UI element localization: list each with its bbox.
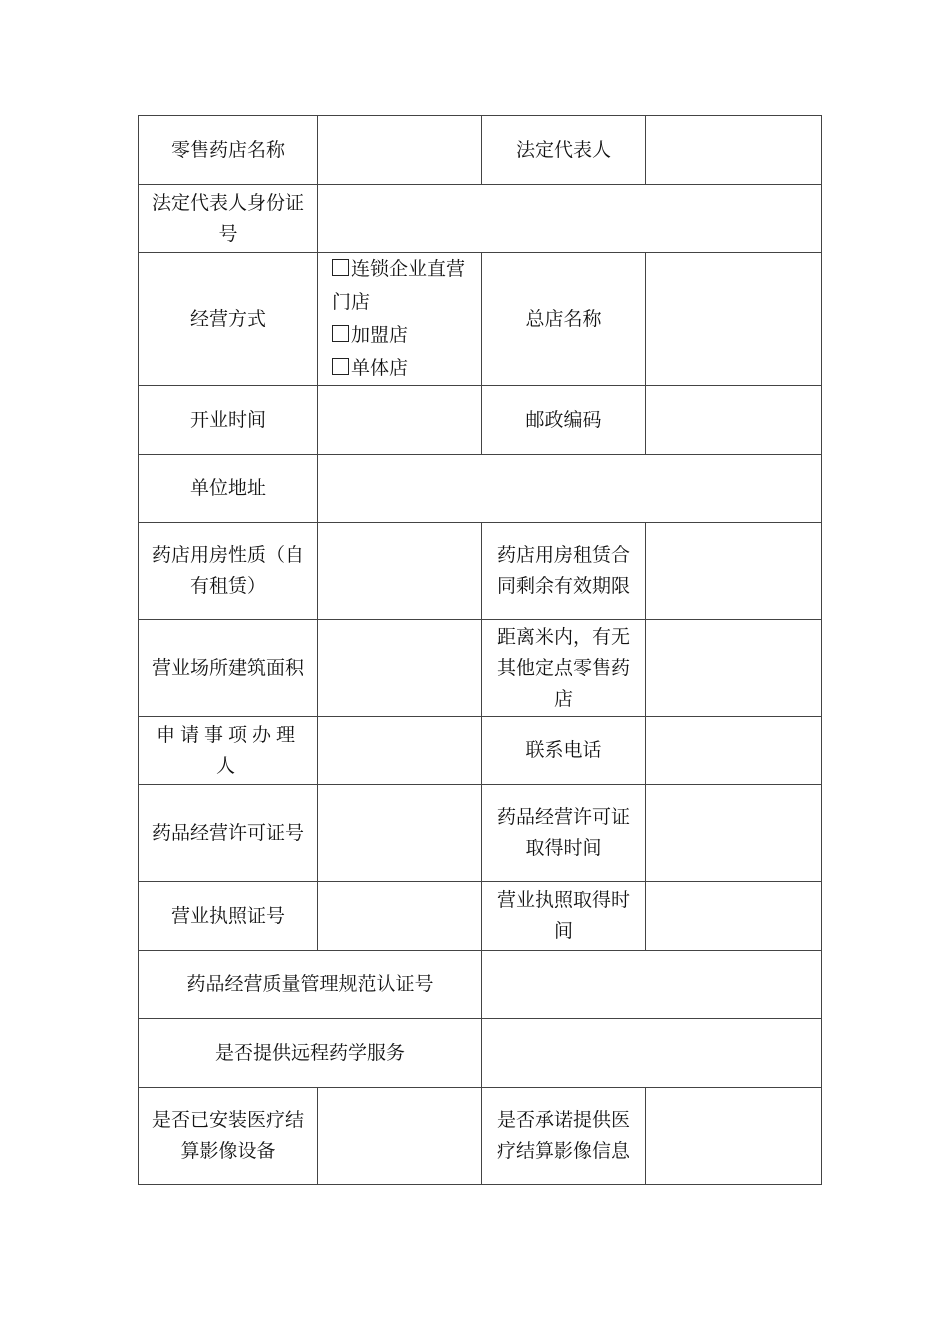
row-business-mode: [139, 253, 822, 386]
drug-license-time-label: 药品经营许可证取得时间: [482, 785, 646, 882]
biz-license-time-label: 营业执照取得时间: [482, 882, 646, 951]
legal-id-label: 法定代表人身份证号: [139, 185, 318, 253]
remote-service-field[interactable]: [482, 1019, 822, 1088]
checkbox-icon[interactable]: [332, 358, 349, 375]
row-address: [139, 455, 822, 523]
nearby-pharmacy-label: 距离米内，有无其他定点零售药店: [482, 620, 646, 717]
drug-license-field[interactable]: [318, 785, 482, 882]
business-mode-options: [318, 253, 482, 386]
row-drug-license: [139, 785, 822, 882]
row-applicant: [139, 717, 822, 785]
option-single-store[interactable]: 单体店: [332, 352, 475, 385]
applicant-label: 申请事项办理人: [139, 717, 318, 785]
biz-license-time-field[interactable]: [646, 882, 822, 951]
floor-area-field[interactable]: [318, 620, 482, 717]
checkbox-icon[interactable]: [332, 325, 349, 342]
row-remote-service: [139, 1019, 822, 1088]
pharmacy-name-label: 零售药店名称: [139, 116, 318, 185]
settlement-commit-field[interactable]: [646, 1088, 822, 1185]
legal-rep-field[interactable]: [646, 116, 822, 185]
address-field[interactable]: [318, 455, 822, 523]
nearby-pharmacy-field[interactable]: [646, 620, 822, 717]
settlement-device-label: 是否已安装医疗结算影像设备: [139, 1088, 318, 1185]
drug-license-time-field[interactable]: [646, 785, 822, 882]
hq-name-label: 总店名称: [482, 253, 646, 386]
property-type-field[interactable]: [318, 523, 482, 620]
gsp-cert-label: 药品经营质量管理规范认证号: [139, 951, 482, 1019]
open-time-field[interactable]: [318, 386, 482, 455]
lease-term-field[interactable]: [646, 523, 822, 620]
row-area: [139, 620, 822, 717]
hq-name-field[interactable]: [646, 253, 822, 386]
row-open-time: [139, 386, 822, 455]
biz-license-field[interactable]: [318, 882, 482, 951]
applicant-field[interactable]: [318, 717, 482, 785]
option-chain-direct[interactable]: 连锁企业直营门店: [332, 258, 466, 313]
pharmacy-name-field[interactable]: [318, 116, 482, 185]
phone-field[interactable]: [646, 717, 822, 785]
remote-service-label: 是否提供远程药学服务: [139, 1019, 482, 1088]
postcode-field[interactable]: [646, 386, 822, 455]
row-gsp: [139, 951, 822, 1019]
biz-license-label: 营业执照证号: [139, 882, 318, 951]
option-franchise[interactable]: 加盟店: [332, 319, 475, 352]
row-biz-license: [139, 882, 822, 951]
checkbox-icon[interactable]: [332, 259, 349, 276]
legal-rep-label: 法定代表人: [482, 116, 646, 185]
postcode-label: 邮政编码: [482, 386, 646, 455]
gsp-cert-field[interactable]: [482, 951, 822, 1019]
settlement-commit-label: 是否承诺提供医疗结算影像信息: [482, 1088, 646, 1185]
row-pharmacy-name: [139, 116, 822, 185]
lease-term-label: 药店用房租赁合同剩余有效期限: [482, 523, 646, 620]
property-type-label: 药店用房性质（自有租赁）: [139, 523, 318, 620]
settlement-device-field[interactable]: [318, 1088, 482, 1185]
address-label: 单位地址: [139, 455, 318, 523]
row-legal-id: [139, 185, 822, 253]
floor-area-label: 营业场所建筑面积: [139, 620, 318, 717]
application-form-table: [138, 115, 822, 1185]
legal-id-field[interactable]: [318, 185, 822, 253]
open-time-label: 开业时间: [139, 386, 318, 455]
phone-label: 联系电话: [482, 717, 646, 785]
row-settlement-device: [139, 1088, 822, 1185]
drug-license-label: 药品经营许可证号: [139, 785, 318, 882]
business-mode-label: 经营方式: [139, 253, 318, 386]
row-property: [139, 523, 822, 620]
